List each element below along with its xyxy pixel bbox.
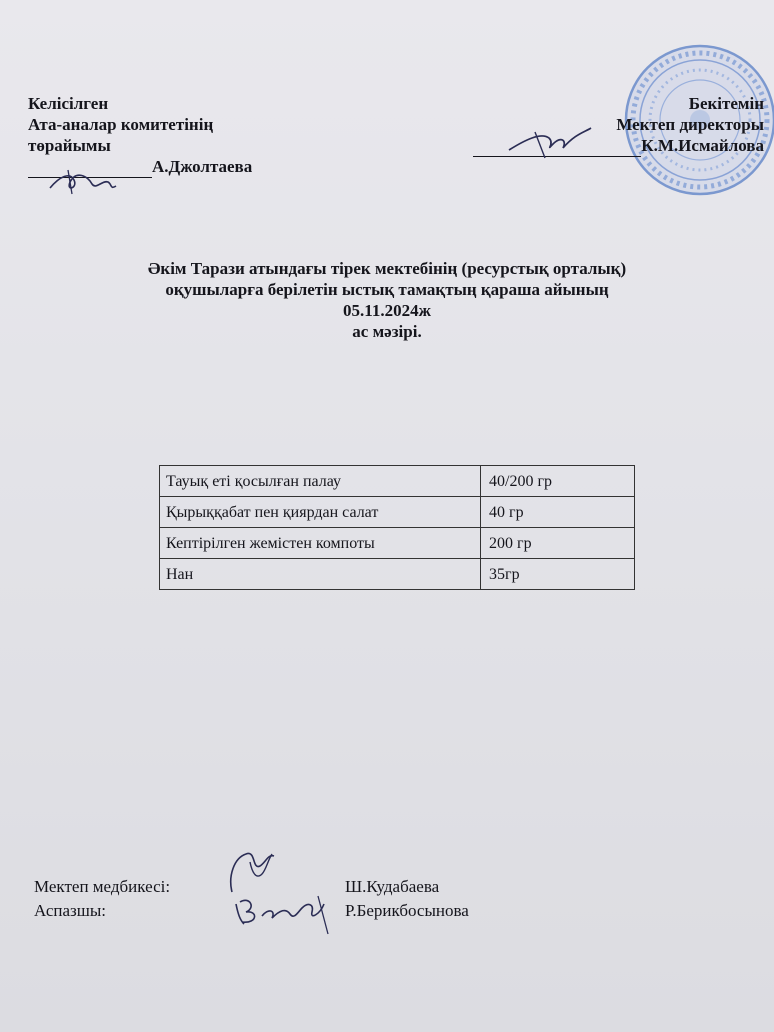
chair-label: төрайымы bbox=[28, 136, 111, 155]
cook-label: Аспазшы: bbox=[34, 901, 106, 920]
nurse-name: Ш.Кудабаева bbox=[345, 877, 440, 896]
menu-table bbox=[159, 465, 635, 590]
quantity-cell: 40 гр bbox=[481, 497, 635, 528]
committee-label: Ата-аналар комитетінің bbox=[28, 115, 214, 134]
approve-label: Бекітемін bbox=[688, 94, 764, 113]
nurse-label: Мектеп медбикесі: bbox=[34, 877, 171, 896]
title-line-4: ас мәзірі. bbox=[352, 322, 422, 341]
chair-signature bbox=[48, 166, 118, 198]
agreed-label: Келісілген bbox=[28, 94, 109, 113]
title-line-1: Әкім Тарази атындағы тірек мектебінің (ресурстық орталық) bbox=[147, 259, 627, 278]
title-date: 05.11.2024ж bbox=[343, 301, 431, 320]
table-row bbox=[160, 528, 635, 559]
table-row bbox=[160, 559, 635, 590]
director-position: Мектеп директоры bbox=[616, 115, 764, 134]
cook-signature bbox=[232, 890, 342, 938]
dish-cell: Қырыққабат пен қиярдан салат bbox=[160, 497, 481, 528]
chair-name: А.Джолтаева bbox=[152, 157, 253, 176]
table-row bbox=[160, 466, 635, 497]
dish-cell: Кептірілген жемістен компоты bbox=[160, 528, 481, 559]
director-signature bbox=[505, 122, 595, 164]
dish-cell: Нан bbox=[160, 559, 481, 590]
director-name: К.М.Исмайлова bbox=[641, 136, 764, 155]
nurse-signature bbox=[222, 846, 292, 896]
table-row bbox=[160, 497, 635, 528]
quantity-cell: 200 гр bbox=[481, 528, 635, 559]
quantity-cell: 35гр bbox=[481, 559, 635, 590]
quantity-cell: 40/200 гр bbox=[481, 466, 635, 497]
cook-name: Р.Берикбосынова bbox=[345, 901, 469, 920]
title-line-2: оқушыларға берілетін ыстық тамақтың қараша айының bbox=[165, 280, 609, 299]
document-title bbox=[0, 258, 774, 342]
dish-cell: Тауық еті қосылған палау bbox=[160, 466, 481, 497]
